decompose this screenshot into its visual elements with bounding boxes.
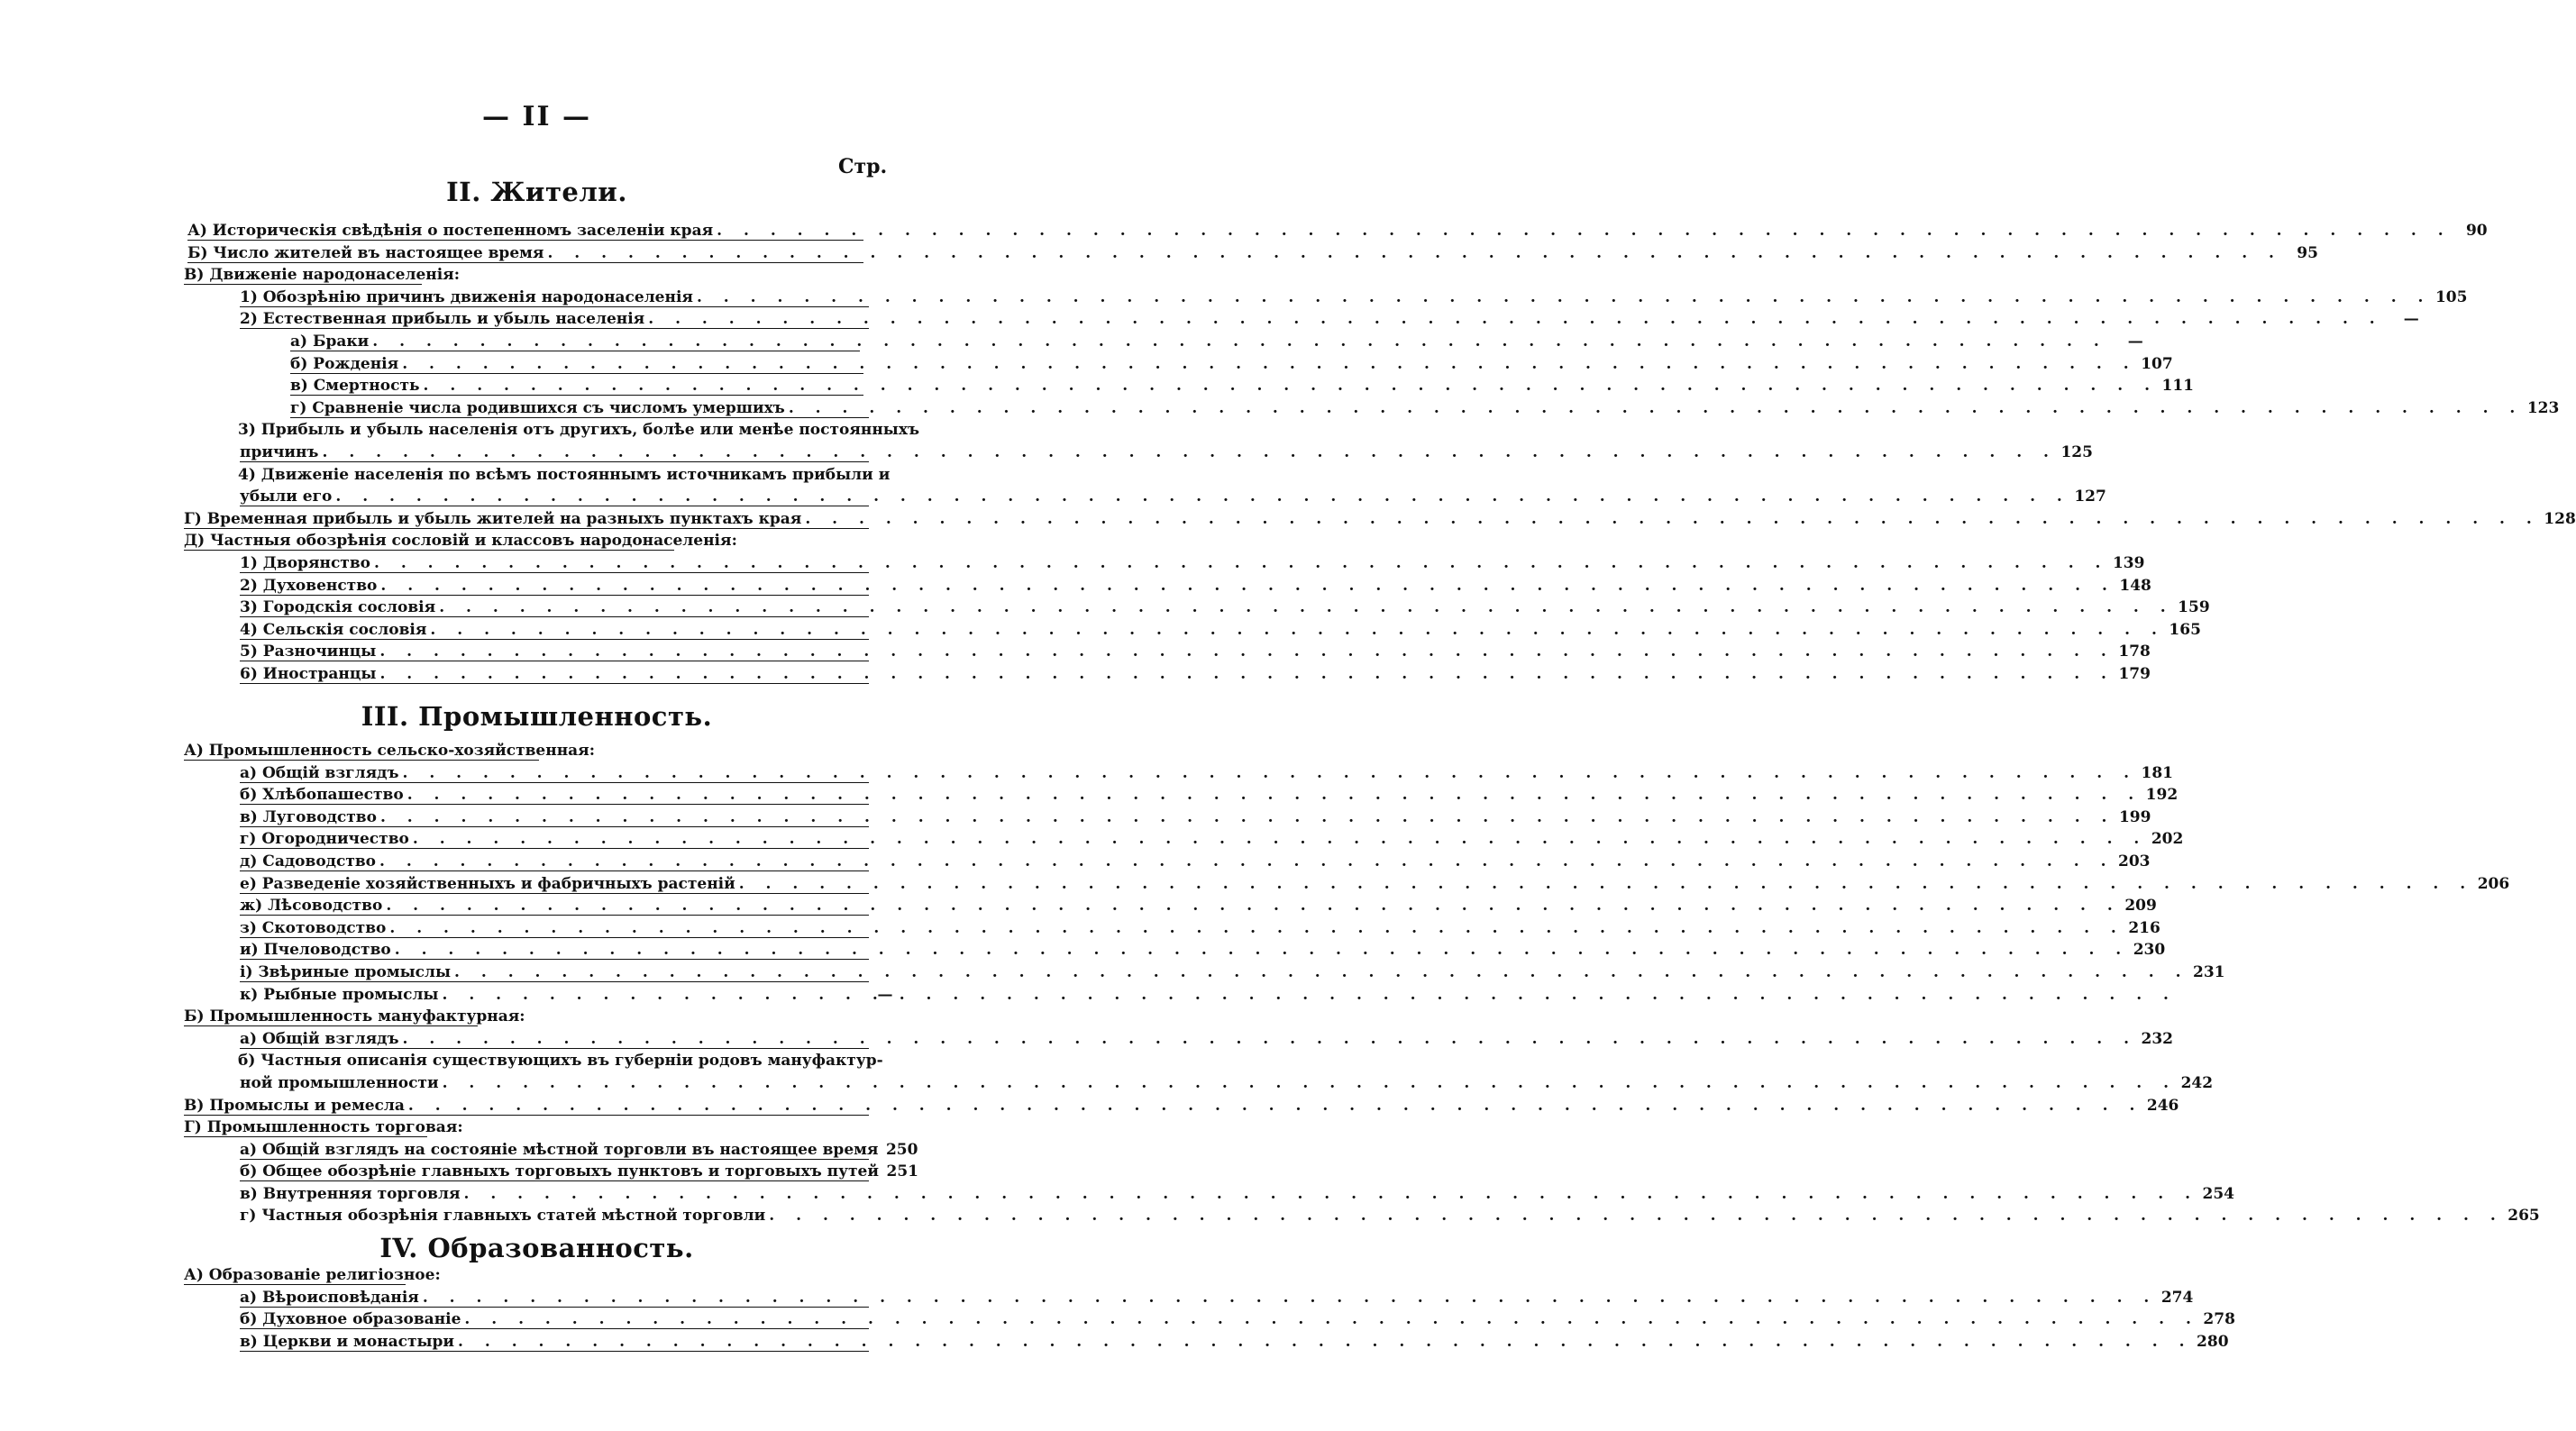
toc-entry: Б) Число жителей въ настоящее время . . . 95 xyxy=(0,242,1073,264)
toc-entry: б) Рожденія . . . 107 xyxy=(0,352,1073,375)
toc-entry: б) Хлѣбопашество . . . 192 xyxy=(0,783,1073,806)
section-title-3: III. Промышленность. xyxy=(361,701,713,732)
toc-entry: В) Движеніе народонаселенія: xyxy=(0,263,1073,286)
toc-entry: Г) Временная прибыль и убыль жителей на разныхъ пунктахъ края . . . 128 xyxy=(0,507,1073,530)
toc-entry: а) Вѣроисповѣданія . . . 274 xyxy=(0,1286,1073,1308)
toc-entry: 2) Духовенство . . . 148 xyxy=(0,574,1073,597)
toc-entry: В) Промыслы и ремесла . . . 246 xyxy=(0,1094,1073,1117)
toc-entry: 1) Дворянство . . . 139 xyxy=(0,551,1073,574)
toc-entry: а) Общій взглядъ . . . 181 xyxy=(0,761,1073,784)
toc-entry: А) Историческія свѣдѣнія о постепенномъ заселеніи края . . . 90 xyxy=(0,219,1073,242)
toc-entry: 2) Естественная прибыль и убыль населенія . . . — xyxy=(0,307,1073,330)
toc-entry: в) Церкви и монастыри . . . 280 xyxy=(0,1330,1073,1353)
toc-entry: и) Пчеловодство . . . 230 xyxy=(0,938,1073,961)
toc-entry: а) Браки . . . — xyxy=(0,330,1073,352)
toc-entry: 3) Прибыль и убыль населенія отъ другихъ, болѣе или менѣе постоянныхъ xyxy=(238,421,920,440)
toc-section-4 xyxy=(0,1263,2235,1352)
toc-entry: А) Промышленность сельско-хозяйственная: xyxy=(0,739,1073,761)
toc-entry: 6) Иностранцы . . . 179 xyxy=(0,662,1073,685)
toc-entry: а) Общій взглядъ на состояніе мѣстной торговли въ настоящее время 250 xyxy=(0,1138,1073,1161)
toc-entry: е) Разведеніе хозяйственныхъ и фабричныхъ растеній . . . 206 xyxy=(0,872,1073,895)
toc-entry: 4) Движеніе населенія по всѣмъ постояннымъ источникамъ прибыли и xyxy=(238,465,891,484)
toc-section-2 xyxy=(0,219,2576,684)
toc-entry: 5) Разночинцы . . . 178 xyxy=(0,640,1073,662)
toc-section-3 xyxy=(0,739,2540,1226)
toc-entry: Г) Промышленность торговая: xyxy=(0,1116,1073,1138)
toc-entry: г) Сравненіе числа родившихся съ числомъ умершихъ . . . 123 xyxy=(0,396,1073,419)
toc-entry: в) Внутренняя торговля . . . 254 xyxy=(0,1182,1073,1205)
toc-entry: ной промышленности . . . 242 xyxy=(0,1071,1073,1094)
toc-entry: Б) Промышленность мануфактурная: xyxy=(0,1005,1073,1027)
toc-entry: убыли его . . . 127 xyxy=(0,485,1073,507)
toc-entry: б) Частныя описанія существующихъ въ губерніи родовъ мануфактур- xyxy=(238,1052,883,1071)
toc-entry: Д) Частныя обозрѣнія сословій и классовъ народонаселенія: xyxy=(0,529,1073,551)
toc-entry: в) Смертность . . . 111 xyxy=(0,374,1073,396)
toc-entry: б) Духовное образованіе . . . 278 xyxy=(0,1308,1073,1330)
toc-entry: а) Общій взглядъ . . . 232 xyxy=(0,1027,1073,1050)
toc-entry: г) Огородничество . . . 202 xyxy=(0,827,1073,850)
toc-entry: 4) Сельскія сословія . . . 165 xyxy=(0,618,1073,641)
toc-entry: г) Частныя обозрѣнія главныхъ статей мѣстной торговли . . . 265 xyxy=(0,1204,1073,1226)
toc-entry: з) Скотоводство . . . 216 xyxy=(0,916,1073,939)
page-column-label: Стр. xyxy=(838,155,888,178)
section-title-2: II. Жители. xyxy=(446,177,627,207)
toc-entry: к) Рыбные промыслы . . . — xyxy=(0,983,1073,1006)
toc-entry: А) Образованіе религіозное: xyxy=(0,1263,1073,1286)
toc-entry: 1) Обозрѣнію причинъ движенія народонаселенія . . . 105 xyxy=(0,286,1073,308)
toc-entry: б) Общее обозрѣніе главныхъ торговыхъ пунктовъ и торговыхъ путей 251 xyxy=(0,1160,1073,1182)
toc-entry: причинъ . . . 125 xyxy=(0,441,1073,463)
toc-entry: і) Звѣриные промыслы . . . 231 xyxy=(0,961,1073,983)
page-number: — II — xyxy=(482,101,591,132)
toc-entry: в) Луговодство . . . 199 xyxy=(0,806,1073,828)
section-title-4: IV. Образованность. xyxy=(379,1233,694,1263)
toc-entry: ж) Лѣсоводство . . . 209 xyxy=(0,894,1073,916)
toc-entry: д) Садоводство . . . 203 xyxy=(0,850,1073,872)
toc-entry: 3) Городскія сословія . . . 159 xyxy=(0,596,1073,618)
